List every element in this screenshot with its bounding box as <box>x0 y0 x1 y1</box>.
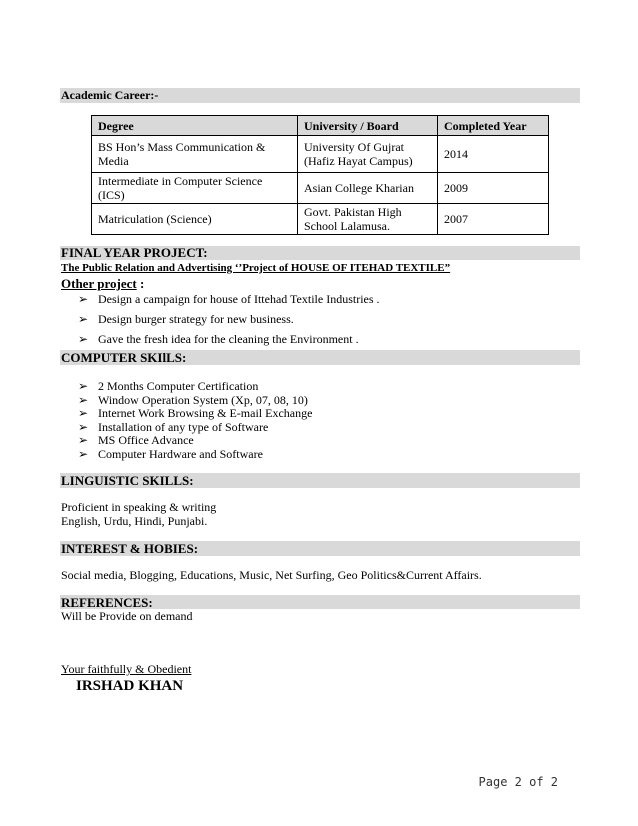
table-row <box>92 204 549 235</box>
list-item: ➢ Design burger strategy for new business. <box>78 312 294 326</box>
year-cell: 2009 <box>438 173 549 204</box>
signature-name: IRSHAD KHAN <box>76 678 184 694</box>
university-cell: Asian College Kharian <box>298 173 438 204</box>
header-university: University / Board <box>298 116 438 136</box>
university-cell: Govt. Pakistan High School Lalamusa. <box>298 204 438 235</box>
table-row <box>92 173 549 204</box>
degree-cell: BS Hon’s Mass Communication & Media <box>92 136 298 173</box>
year-cell: 2014 <box>438 136 549 173</box>
linguistic-line-2: English, Urdu, Hindi, Punjabi. <box>61 514 208 528</box>
table-row <box>92 136 549 173</box>
header-completed-year: Completed Year <box>438 116 549 136</box>
year-cell: 2007 <box>438 204 549 235</box>
page-number: Page 2 of 2 <box>478 775 558 789</box>
arrow-bullet-icon: ➢ <box>78 446 89 461</box>
list-item: ➢ Window Operation System (Xp, 07, 08, 10) <box>78 392 308 407</box>
list-item: ➢ Computer Hardware and Software <box>78 446 263 461</box>
other-project-heading: Other project : <box>61 276 145 291</box>
computer-skills-list <box>78 380 312 461</box>
arrow-bullet-icon: ➢ <box>78 392 89 407</box>
header-degree: Degree <box>92 116 298 136</box>
education-table-header <box>92 116 549 136</box>
academic-section-title: Academic Career:- <box>61 88 159 102</box>
list-item: ➢ Gave the fresh idea for the cleaning the Environment . <box>78 332 359 346</box>
list-item: ➢ 2 Months Computer Certification <box>78 379 259 393</box>
education-table <box>91 115 549 235</box>
list-item: ➢ Design a campaign for house of Ittehad Textile Industries . <box>78 292 380 306</box>
arrow-bullet-icon: ➢ <box>78 406 89 420</box>
arrow-bullet-icon: ➢ <box>78 433 89 447</box>
linguistic-title: LINGUISTIC SKILLS: <box>61 473 194 488</box>
computer-skills-title: COMPUTER SKIlLS: <box>61 350 187 365</box>
arrow-bullet-icon: ➢ <box>78 332 89 346</box>
list-item: ➢ Installation of any type of Software <box>78 419 269 434</box>
other-project-list <box>78 292 380 352</box>
final-project-title: FINAL YEAR PROJECT: <box>61 245 208 260</box>
arrow-bullet-icon: ➢ <box>78 292 89 306</box>
interest-text: Social media, Blogging, Educations, Music, Net Surfing, Geo Politics&Current Affairs. <box>61 568 482 582</box>
list-item: ➢ MS Office Advance <box>78 433 194 447</box>
arrow-bullet-icon: ➢ <box>78 379 89 393</box>
list-item: ➢ Internet Work Browsing & E-mail Exchange <box>78 406 313 420</box>
linguistic-line-1: Proficient in speaking & writing <box>61 500 217 514</box>
closing-salutation: Your faithfully & Obedient <box>61 662 192 676</box>
final-project-subtitle: The Public Relation and Advertising ‘’Project of HOUSE OF ITEHAD TEXTILE” <box>61 262 451 274</box>
arrow-bullet-icon: ➢ <box>78 419 89 434</box>
degree-cell: Matriculation (Science) <box>92 204 298 235</box>
interest-title: INTEREST & HOBIES: <box>61 541 199 556</box>
references-title: REFERENCES: <box>61 595 153 610</box>
degree-cell: Intermediate in Computer Science (ICS) <box>92 173 298 204</box>
university-cell: University Of Gujrat (Hafiz Hayat Campus) <box>298 136 438 173</box>
references-text: Will be Provide on demand <box>61 609 193 623</box>
arrow-bullet-icon: ➢ <box>78 312 89 326</box>
